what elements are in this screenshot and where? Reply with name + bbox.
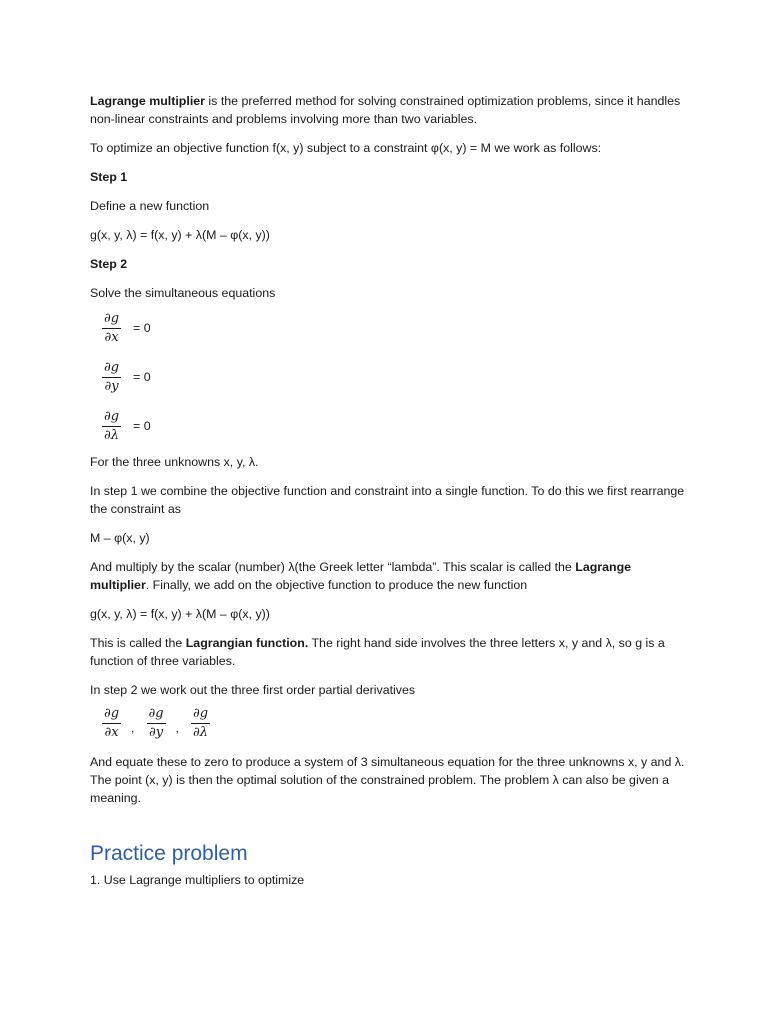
equation-dg-dx [90, 306, 690, 350]
step1-text: Define a new function [90, 199, 210, 213]
partials-intro: In step 2 we work out the three first order partial derivatives [90, 683, 416, 697]
unknowns-paragraph: For the three unknowns x, y, λ. [90, 455, 259, 469]
fraction [102, 706, 121, 741]
lagrangian-formula: g(x, y, λ) = f(x, y) + λ(M – φ(x, y)) [90, 607, 270, 621]
fraction-denominator: ∂x [104, 329, 119, 345]
fraction [102, 311, 121, 346]
partial-derivatives-list [90, 701, 690, 745]
lagrangian-function-term: Lagrangian function. [185, 636, 309, 650]
lagrangian-paragraph: This is called the Lagrangian function. The right hand side involves the three letters x, y and λ, so g is a function of three variables. [90, 636, 665, 668]
fraction-numerator: ∂g [191, 706, 210, 724]
equation-dg-dlambda [90, 404, 690, 448]
fraction-numerator: ∂g [102, 360, 121, 378]
multiply-paragraph: And multiply by the scalar (number) λ(the Greek letter “lambda”. This scalar is called the Lagrange multiplier. Finally, we add on the objective function to produce the new function [90, 560, 632, 592]
equation-rhs: = 0 [133, 321, 151, 335]
explanation-paragraph: In step 1 we combine the objective function and constraint into a single function. To do this we first rearrange the constraint as [90, 484, 685, 516]
separator: , [175, 721, 179, 735]
fraction-denominator: ∂λ [104, 427, 119, 443]
fraction-numerator: ∂g [102, 409, 121, 427]
rearranged-constraint: M – φ(x, y) [90, 531, 150, 545]
step2-heading: Step 2 [90, 257, 128, 271]
intro-paragraph [90, 92, 690, 128]
fraction-denominator: ∂λ [193, 724, 208, 740]
step1-formula: g(x, y, λ) = f(x, y) + λ(M – φ(x, y)) [90, 228, 270, 242]
fraction [191, 706, 210, 741]
lagrange-multiplier-term: Lagrange multiplier [90, 560, 632, 592]
separator: , [131, 721, 135, 735]
fraction-numerator: ∂g [102, 311, 121, 329]
fraction-denominator: ∂y [148, 724, 164, 740]
fraction-numerator: ∂g [147, 706, 166, 724]
fraction [147, 706, 166, 741]
step1-heading: Step 1 [90, 170, 128, 184]
fraction-denominator: ∂y [104, 378, 119, 394]
fraction-denominator: ∂x [104, 724, 119, 740]
intro-text: is the preferred method for solving constrained optimization problems, since it handles non-linear constraints and problems involving more than two variables. [90, 94, 681, 126]
equation-dg-dy [90, 355, 690, 399]
practice-heading: Practice problem [90, 842, 248, 865]
practice-item-1: 1. Use Lagrange multipliers to optimize [90, 873, 305, 887]
equate-paragraph: And equate these to zero to produce a system of 3 simultaneous equation for the three unknowns x, y and λ. The point (x, y) is then the optimal solution of the constrained problem. The problem λ can also be given a meaning. [90, 755, 685, 805]
fraction [102, 360, 121, 395]
objective-paragraph: To optimize an objective function f(x, y) subject to a constraint φ(x, y) = M we work as follows: [90, 141, 602, 155]
intro-bold-term: Lagrange multiplier [90, 94, 205, 108]
fraction [102, 409, 121, 444]
step2-text: Solve the simultaneous equations [90, 286, 276, 300]
equation-rhs: = 0 [133, 419, 151, 433]
fraction-numerator: ∂g [102, 706, 121, 724]
equation-rhs: = 0 [133, 370, 151, 384]
document-body [90, 92, 690, 900]
